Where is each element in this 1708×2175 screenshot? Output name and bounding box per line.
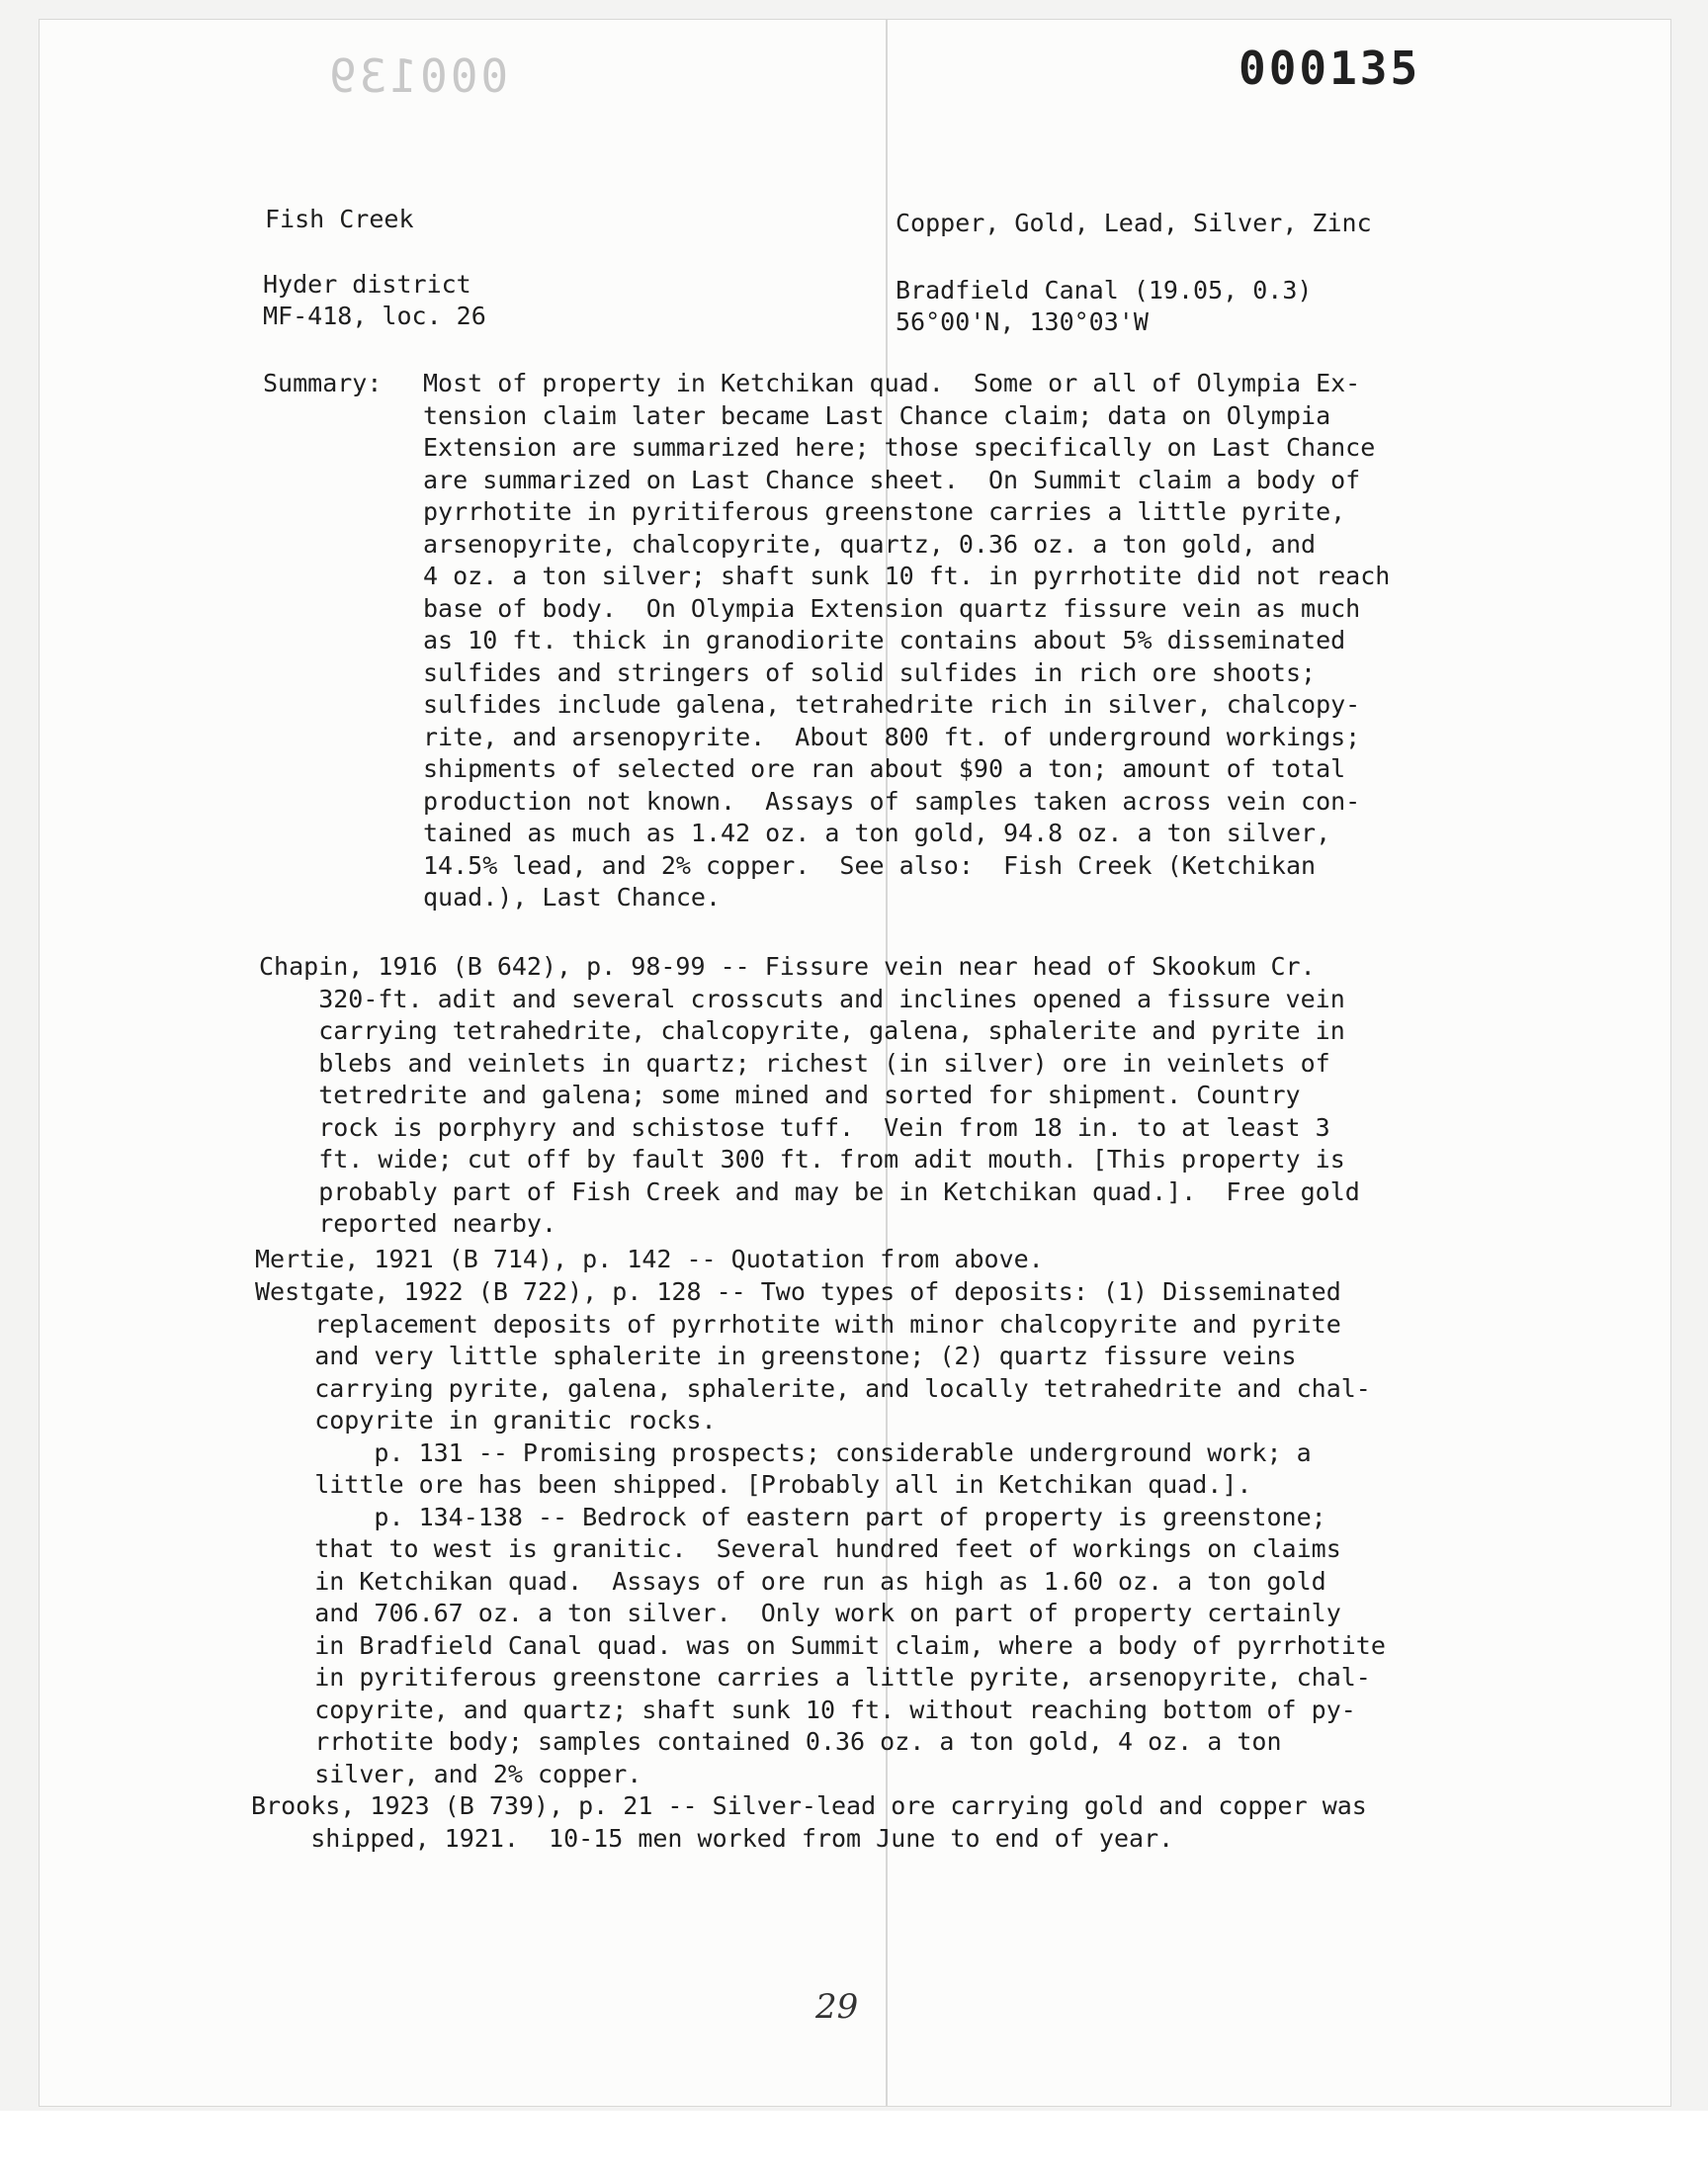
- summary-label: Summary:: [263, 369, 383, 397]
- westgate-line: p. 131 -- Promising prospects; considerable underground work; a: [255, 1437, 1312, 1467]
- mertie-line: Mertie, 1921 (B 714), p. 142 -- Quotation from above.: [255, 1245, 1044, 1273]
- chapin-line: rock is porphyry and schistose tuff. Vein from 18 in. to at least 3: [259, 1112, 1330, 1142]
- summary-line: base of body. On Olympia Extension quartz fissure vein as much: [423, 593, 1361, 623]
- summary-line: tension claim later became Last Chance claim; data on Olympia: [423, 400, 1331, 430]
- summary-line: tained as much as 1.42 oz. a ton gold, 94.8 oz. a ton silver,: [423, 819, 1331, 847]
- chapin-line: blebs and veinlets in quartz; richest (in silver) ore in veinlets of: [259, 1048, 1330, 1078]
- chapin-line: Chapin, 1916 (B 642), p. 98-99 -- Fissure vein near head of Skookum Cr.: [259, 952, 1316, 981]
- summary-line: pyrrhotite in pyritiferous greenstone carries a little pyrite,: [423, 497, 1346, 526]
- westgate-line: Westgate, 1922 (B 722), p. 128 -- Two types of deposits: (1) Disseminated: [255, 1277, 1341, 1306]
- chapin-line: ft. wide; cut off by fault 300 ft. from adit mouth. [This property is: [259, 1145, 1345, 1174]
- westgate-line: and 706.67 oz. a ton silver. Only work on part of property certainly: [255, 1599, 1341, 1627]
- summary-text: [423, 368, 1390, 914]
- summary-line: are summarized on Last Chance sheet. On Summit claim a body of: [423, 465, 1361, 494]
- westgate-line: carrying pyrite, galena, sphalerite, and locally tetrahedrite and chal-: [255, 1373, 1371, 1403]
- westgate-line: little ore has been shipped. [Probably all in Ketchikan quad.].: [255, 1470, 1252, 1499]
- summary-line: rite, and arsenopyrite. About 800 ft. of underground workings;: [423, 722, 1361, 751]
- chapin-line: carrying tetrahedrite, chalcopyrite, galena, sphalerite and pyrite in: [259, 1016, 1345, 1045]
- westgate-line: in pyritiferous greenstone carries a little pyrite, arsenopyrite, chal-: [255, 1663, 1371, 1692]
- quadrangle: Bradfield Canal (19.05, 0.3): [896, 276, 1313, 304]
- map-reference: MF-418, loc. 26: [263, 302, 486, 330]
- westgate-line: replacement deposits of pyrrhotite with minor chalcopyrite and pyrite: [255, 1309, 1341, 1339]
- ghost-stamp-number: 000139: [326, 49, 509, 103]
- summary-line: shipments of selected ore ran about $90 a ton; amount of total: [423, 754, 1346, 783]
- westgate-line: and very little sphalerite in greenstone; (2) quartz fissure veins: [255, 1342, 1297, 1370]
- westgate-line: copyrite in granitic rocks.: [255, 1406, 717, 1435]
- summary-line: 14.5% lead, and 2% copper. See also: Fish Creek (Ketchikan: [423, 850, 1317, 880]
- reference-chapin: [259, 951, 1360, 1241]
- reference-brooks: [251, 1790, 1367, 1855]
- westgate-line: copyrite, and quartz; shaft sunk 10 ft. without reaching bottom of py-: [255, 1695, 1356, 1724]
- chapin-line: tetredrite and galena; some mined and sorted for shipment. Country: [259, 1081, 1301, 1109]
- reference-westgate: [255, 1276, 1386, 1790]
- summary-line: sulfides and stringers of solid sulfides in rich ore shoots;: [423, 657, 1317, 687]
- coordinates: 56°00'N, 130°03'W: [896, 307, 1149, 336]
- summary-line: Most of property in Ketchikan quad. Some or all of Olympia Ex-: [423, 369, 1361, 397]
- stamp-number: 000135: [1238, 42, 1421, 95]
- brooks-line: Brooks, 1923 (B 739), p. 21 -- Silver-lead ore carrying gold and copper was: [251, 1791, 1367, 1820]
- summary-line: Extension are summarized here; those specifically on Last Chance: [423, 433, 1376, 462]
- scan-margin: [0, 2111, 1708, 2175]
- summary-line: production not known. Assays of samples taken across vein con-: [423, 786, 1361, 816]
- westgate-line: rrhotite body; samples contained 0.36 oz. a ton gold, 4 oz. a ton: [255, 1727, 1282, 1756]
- brooks-line: shipped, 1921. 10-15 men worked from June to end of year.: [251, 1823, 1174, 1853]
- chapin-line: 320-ft. adit and several crosscuts and inclines opened a fissure vein: [259, 984, 1345, 1013]
- reference-mertie: [255, 1244, 1044, 1276]
- westgate-line: silver, and 2% copper.: [255, 1759, 642, 1788]
- summary-line: sulfides include galena, tetrahedrite rich in silver, chalcopy-: [423, 690, 1361, 719]
- westgate-line: in Bradfield Canal quad. was on Summit claim, where a body of pyrrhotite: [255, 1630, 1386, 1660]
- chapin-line: reported nearby.: [259, 1209, 557, 1238]
- westgate-line: that to west is granitic. Several hundred feet of workings on claims: [255, 1534, 1341, 1563]
- westgate-line: p. 134-138 -- Bedrock of eastern part of property is greenstone;: [255, 1502, 1326, 1531]
- chapin-line: probably part of Fish Creek and may be in Ketchikan quad.]. Free gold: [259, 1176, 1360, 1206]
- summary-line: arsenopyrite, chalcopyrite, quartz, 0.36 oz. a ton gold, and: [423, 529, 1317, 559]
- summary-line: quad.), Last Chance.: [423, 883, 722, 912]
- summary-line: 4 oz. a ton silver; shaft sunk 10 ft. in pyrrhotite did not reach: [423, 562, 1391, 590]
- district: Hyder district: [263, 270, 471, 299]
- commodities: Copper, Gold, Lead, Silver, Zinc: [896, 209, 1372, 237]
- property-name: Fish Creek: [265, 205, 414, 233]
- summary-line: as 10 ft. thick in granodiorite contains about 5% disseminated: [423, 626, 1346, 654]
- page-number: 29: [815, 1987, 859, 2027]
- westgate-line: in Ketchikan quad. Assays of ore run as high as 1.60 oz. a ton gold: [255, 1566, 1326, 1596]
